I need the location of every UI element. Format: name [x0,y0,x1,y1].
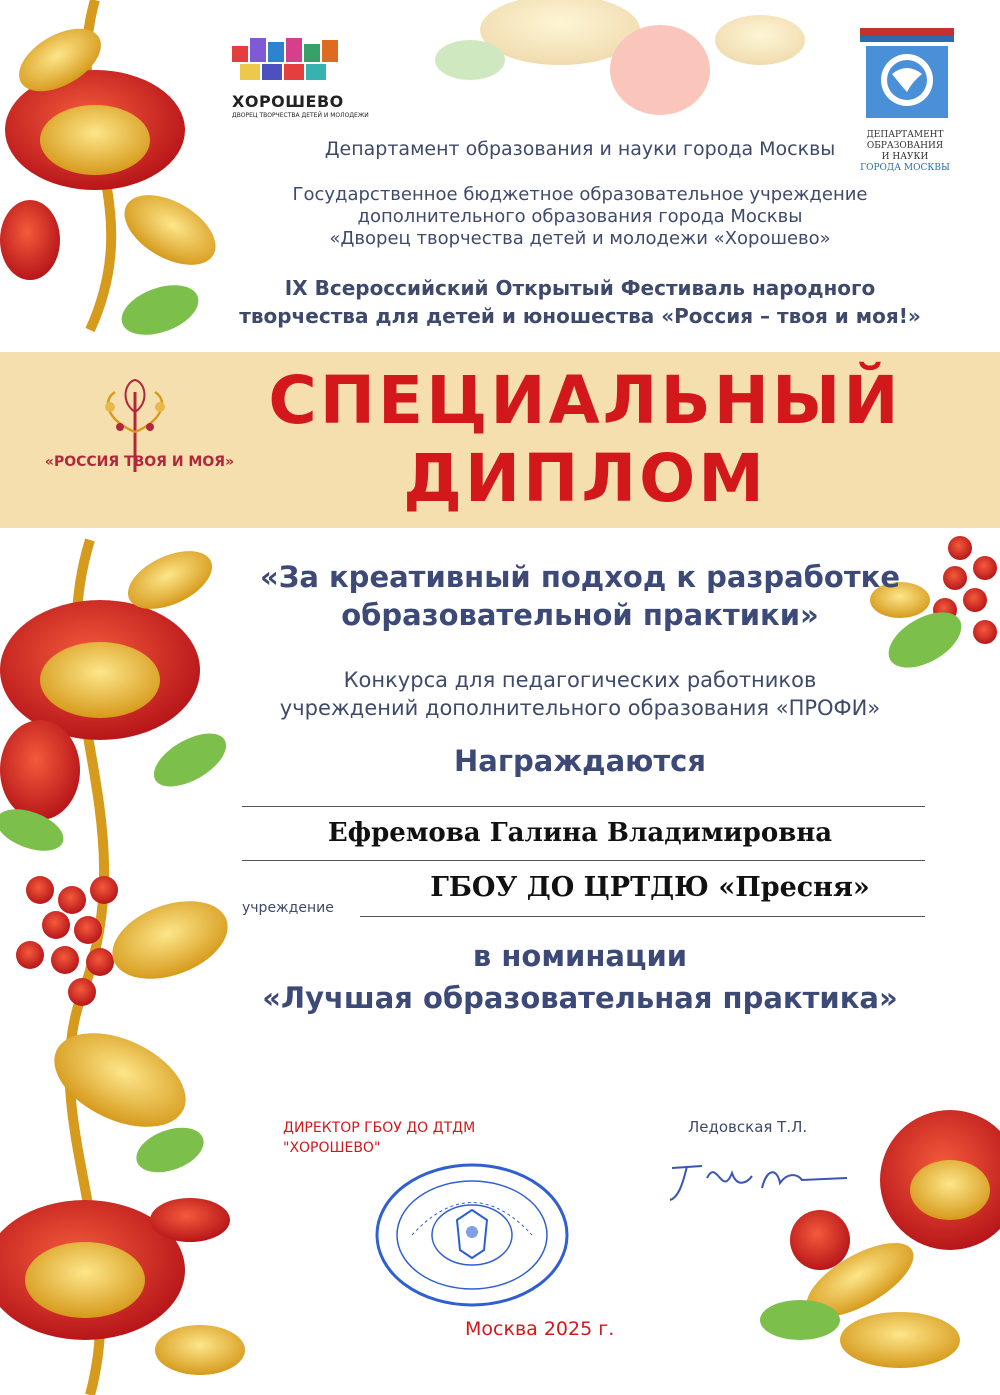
contest-line: Конкурса для педагогических работников [343,668,817,692]
institution-label: учреждение [242,900,334,916]
dept-caption-line3: И НАУКИ [881,152,929,162]
institution-line: Государственное бюджетное образовательное учреждение [292,184,868,205]
dept-caption-line2: ОБРАЗОВАНИЯ [866,141,944,151]
diploma-title-line1: СПЕЦИАЛЬНЫЙ [268,362,902,439]
contest-line: учреждений дополнительного образования «ПРОФИ» [279,696,881,720]
director-line: "ХОРОШЕВО" [283,1140,381,1156]
nomination [230,935,930,1019]
awarded-heading: Награждаются [454,744,706,778]
director-title [283,1118,475,1158]
institution-underline [360,916,925,917]
department-name: Департамент образования и науки города Москвы [324,138,836,160]
recipient-underline [242,860,925,861]
award-reason-line: образовательной практики» [341,598,819,632]
khoroshevo-logo-subtitle: ДВОРЕЦ ТВОРЧЕСТВА ДЕТЕЙ И МОЛОДЕЖИ [232,112,369,119]
recipient-institution: ГБОУ ДО ЦРТДЮ «Пресня» [430,872,870,903]
festival-line: творчества для детей и юношества «Россия – твоя и моя!» [239,304,921,328]
dept-caption-city: ГОРОДА МОСКВЫ [860,163,950,173]
department-logo [852,22,962,122]
city-year: Москва 2025 г. [465,1318,615,1340]
handwritten-signature [662,1148,852,1208]
festival-logo-text: «РОССИЯ ТВОЯ И МОЯ» [44,454,235,470]
festival-line: IX Всероссийский Открытый Фестиваль народного [284,276,876,300]
signer-name: Ледовская Т.Л. [688,1118,808,1136]
khoroshevo-logo [232,38,342,93]
award-reason-line: «За креативный подход к разработке [260,560,900,594]
official-seal [372,1160,572,1310]
nomination-line: «Лучшая образовательная практика» [262,981,898,1015]
nomination-line: в номинации [472,939,688,973]
institution-line: «Дворец творчества детей и молодежи «Хорошево» [329,228,831,249]
contest-name [230,666,930,722]
festival-name [230,274,930,330]
blank-line [242,806,925,807]
institution-name [230,184,930,250]
director-line: ДИРЕКТОР ГБОУ ДО ДТДМ [283,1120,476,1136]
recipient-name: Ефремова Галина Владимировна [327,818,833,848]
khoroshevo-logo-name: ХОРОШЕВО [232,92,344,111]
award-reason [230,558,930,634]
institution-line: дополнительного образования города Москвы [357,206,803,227]
dept-caption-line1: ДЕПАРТАМЕНТ [866,130,944,140]
diploma-title-line2: ДИПЛОМ [403,440,767,517]
